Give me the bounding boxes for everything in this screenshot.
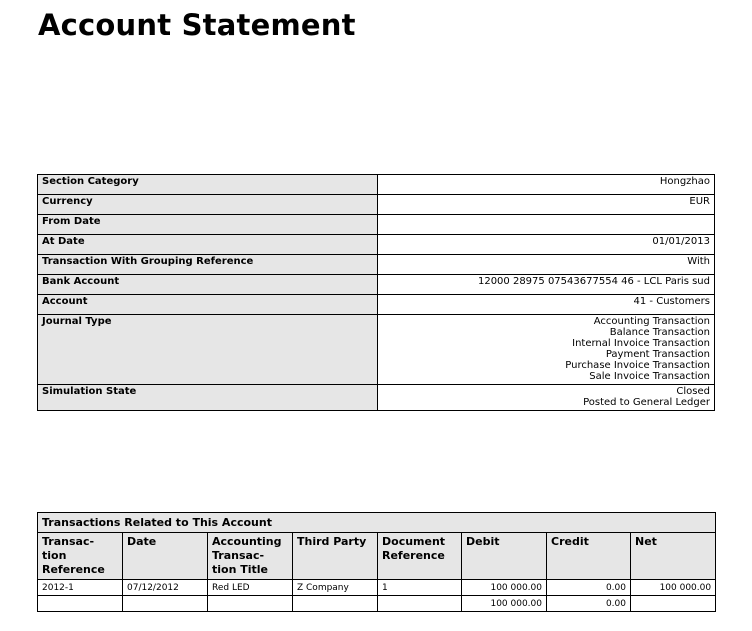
table-cell — [123, 596, 208, 612]
table-cell: 100 000.00 — [462, 596, 547, 612]
parameter-label: Section Category — [38, 175, 378, 195]
parameter-value — [378, 195, 715, 215]
parameter-label: Transaction With Grouping Reference — [38, 255, 378, 275]
parameter-value-line: Closed — [676, 386, 710, 397]
column-header: Net — [631, 533, 716, 580]
table-cell: 1 — [378, 580, 462, 596]
column-header: Date — [123, 533, 208, 580]
parameter-value — [378, 235, 715, 255]
table-cell: 0.00 — [547, 596, 631, 612]
parameter-value-line: Posted to General Ledger — [583, 397, 710, 408]
column-header: Credit — [547, 533, 631, 580]
parameter-row — [38, 235, 715, 255]
parameter-value — [378, 215, 715, 235]
parameter-value — [378, 385, 715, 411]
parameter-value-line: Payment Transaction — [605, 349, 710, 360]
column-header: Transac- tion Reference — [38, 533, 123, 580]
parameter-value — [378, 255, 715, 275]
parameter-value — [378, 315, 715, 385]
parameter-label: At Date — [38, 235, 378, 255]
parameter-value — [378, 175, 715, 195]
parameter-value-line: EUR — [689, 196, 710, 207]
parameter-value — [378, 275, 715, 295]
parameter-row — [38, 275, 715, 295]
table-cell: 0.00 — [547, 580, 631, 596]
table-cell: 2012-1 — [38, 580, 123, 596]
parameter-row — [38, 175, 715, 195]
parameter-label: From Date — [38, 215, 378, 235]
page-title: Account Statement — [38, 8, 356, 42]
parameter-value-line: Hongzhao — [659, 176, 710, 187]
table-cell: Z Company — [293, 580, 378, 596]
parameter-value-line: With — [687, 256, 710, 267]
table-cell — [208, 596, 293, 612]
column-header: Accounting Transac- tion Title — [208, 533, 293, 580]
parameter-row — [38, 385, 715, 411]
table-cell — [293, 596, 378, 612]
column-header: Third Party — [293, 533, 378, 580]
table-cell — [378, 596, 462, 612]
transactions-table — [37, 512, 716, 612]
table-cell: Red LED — [208, 580, 293, 596]
table-row — [38, 580, 716, 596]
parameter-row — [38, 215, 715, 235]
table-cell: 100 000.00 — [631, 580, 716, 596]
parameter-value-line: Accounting Transaction — [593, 316, 710, 327]
column-header: Debit — [462, 533, 547, 580]
parameter-value — [378, 295, 715, 315]
parameter-value-line: Internal Invoice Transaction — [572, 338, 710, 349]
parameter-row — [38, 195, 715, 215]
table-cell: 07/12/2012 — [123, 580, 208, 596]
column-header: Document Reference — [378, 533, 462, 580]
parameter-label: Account — [38, 295, 378, 315]
parameter-value-line: Sale Invoice Transaction — [589, 371, 710, 382]
parameters-table — [37, 174, 715, 411]
parameter-row — [38, 315, 715, 385]
table-cell — [38, 596, 123, 612]
parameter-value-line: 41 - Customers — [633, 296, 710, 307]
total-row — [38, 596, 716, 612]
parameter-label: Currency — [38, 195, 378, 215]
table-cell: 100 000.00 — [462, 580, 547, 596]
parameter-label: Bank Account — [38, 275, 378, 295]
parameter-label: Simulation State — [38, 385, 378, 411]
parameter-row — [38, 255, 715, 275]
parameter-label: Journal Type — [38, 315, 378, 385]
parameter-value-line: 01/01/2013 — [652, 236, 710, 247]
table-cell — [631, 596, 716, 612]
parameter-value-line: Balance Transaction — [609, 327, 710, 338]
parameter-row — [38, 295, 715, 315]
transactions-caption: Transactions Related to This Account — [38, 513, 716, 533]
parameter-value-line: Purchase Invoice Transaction — [565, 360, 710, 371]
parameter-value-line: 12000 28975 07543677554 46 - LCL Paris sud — [477, 276, 710, 287]
